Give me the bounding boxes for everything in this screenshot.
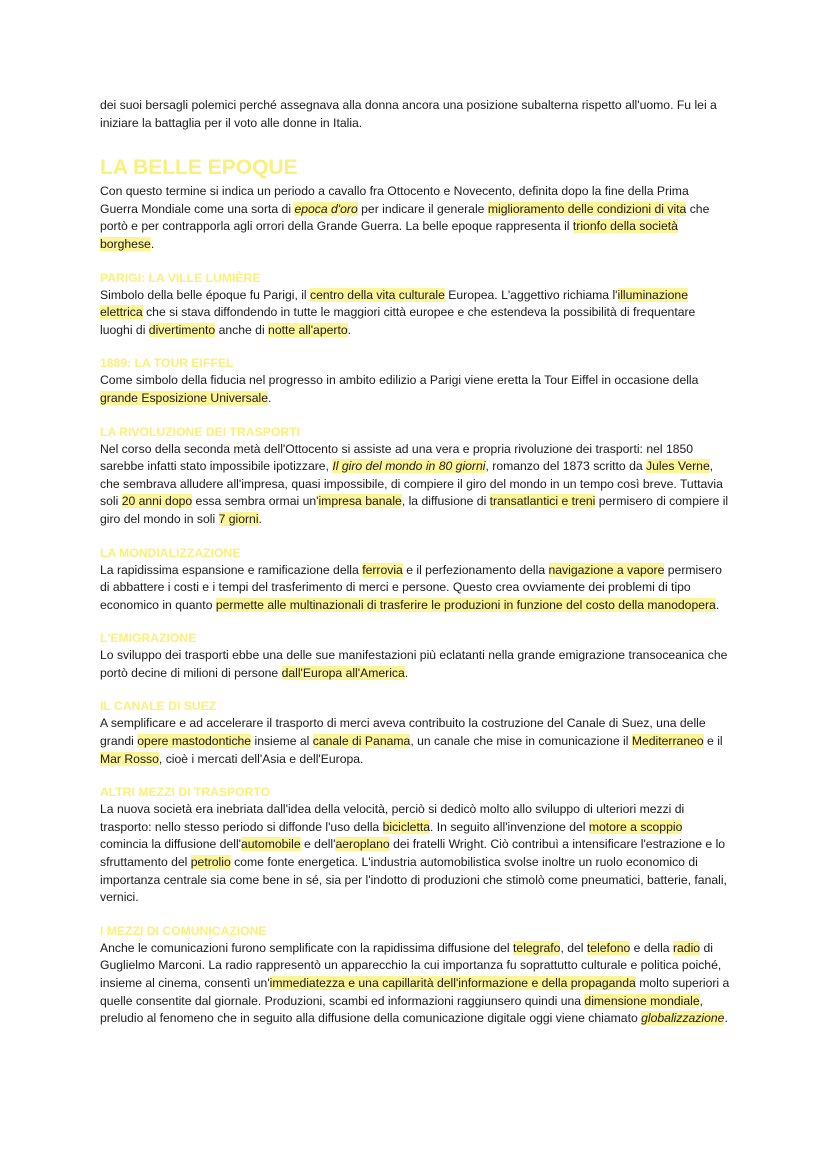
highlighted-text: radio xyxy=(672,940,701,955)
text-segment: e dell' xyxy=(300,837,336,852)
section-canale-suez xyxy=(100,698,730,768)
section-heading: LA RIVOLUZIONE DEI TRASPORTI xyxy=(100,424,300,439)
section-heading: I MEZZI DI COMUNICAZIONE xyxy=(100,923,267,938)
text-segment: e il perfezionamento della xyxy=(402,562,549,577)
section-heading: IL CANALE DI SUEZ xyxy=(100,699,217,714)
highlighted-text: Mediterraneo xyxy=(631,734,704,749)
text-segment: permisero di compiere il giro del mondo in soli xyxy=(100,494,729,526)
text-segment: . xyxy=(404,665,409,680)
text-segment: La nuova società era inebriata dall'idea della velocità, perciò si dedicò molto allo sviluppo di ulteriori mezzi di trasporto: nello stesso periodo si diffonde l'uso della xyxy=(100,802,685,834)
highlighted-text: epoca d'oro xyxy=(294,201,358,216)
section-heading: 1889: LA TOUR EIFFEL xyxy=(100,356,234,371)
section-paragraph xyxy=(100,715,730,768)
text-segment: . xyxy=(258,511,262,526)
section-mezzi-comunicazione xyxy=(100,923,730,1028)
highlighted-text: canale di Panama xyxy=(312,734,411,749)
highlighted-text: bicicletta xyxy=(382,819,431,834)
text-segment: , preludio al fenomeno che in seguito alla diffusione della comunicazione digitale oggi viene chiamato xyxy=(100,993,703,1026)
highlighted-text: divertimento xyxy=(148,322,216,337)
main-paragraph xyxy=(100,183,730,253)
section-paragraph xyxy=(100,647,730,682)
highlighted-text: notte all'aperto xyxy=(268,322,348,337)
section-heading: ALTRI MEZZI DI TRASPORTO xyxy=(100,785,271,800)
text-segment: . xyxy=(715,597,720,612)
text-segment: permisero di abbattere i costi e i tempi del trasferimento di merci e persone. Questo crea ovviamente dei problemi di tipo economico in quanto xyxy=(100,562,722,612)
text-segment: dei fratelli Wright. Ciò contribuì a intensificare l'estrazione e lo sfruttamento del xyxy=(100,837,726,870)
highlighted-text: dall'Europa all'America xyxy=(281,665,405,680)
section-parigi xyxy=(100,270,730,340)
section-altri-mezzi xyxy=(100,784,730,907)
text-segment: e della xyxy=(630,940,673,955)
text-segment: per indicare il generale xyxy=(357,201,488,216)
section-heading: PARIGI: LA VILLE LUMIÈRE xyxy=(100,270,261,285)
text-segment: Nel corso della seconda metà dell'Ottocento si assiste ad una vera e propria rivoluzione dei trasporti: nel 1850 sarebbe infatti stato impossibile ipotizzare, xyxy=(100,441,694,474)
section-mondializzazione xyxy=(100,545,730,615)
section-paragraph xyxy=(100,372,730,407)
text-segment: e il xyxy=(703,734,723,749)
text-segment: Come simbolo della fiducia nel progresso in ambito edilizio a Parigi viene eretta la Tour Eiffel in occasione della xyxy=(100,373,699,388)
section-tour-eiffel xyxy=(100,355,730,407)
main-title: LA BELLE EPOQUE xyxy=(100,156,298,180)
text-segment: anche di xyxy=(215,322,269,337)
text-segment: come fonte energetica. L'industria automobilistica svolse inoltre un ruolo economico di importanza centrale sia come bene in sé, sia per l'indotto di produzioni che stimolò come pneumatici, batterie, fanali, vernici. xyxy=(100,855,727,905)
text-segment: Simbolo della belle époque fu Parigi, il xyxy=(100,287,311,302)
section-paragraph xyxy=(100,441,730,529)
text-segment: . xyxy=(268,390,272,405)
highlighted-text: aeroplano xyxy=(335,837,390,852)
highlighted-text: illuminazione elettrica xyxy=(100,287,688,320)
section-emigrazione xyxy=(100,630,730,682)
highlighted-text: immediatezza e una capillarità dell'informazione e della propaganda xyxy=(269,976,636,990)
highlighted-text: Il giro del mondo in 80 giorni xyxy=(332,459,486,474)
highlighted-text: Jules Verne xyxy=(646,459,710,474)
section-heading: LA MONDIALIZZAZIONE xyxy=(100,545,241,560)
text-segment: Anche le comunicazioni furono semplificate con la rapidissima diffusione del xyxy=(100,940,514,955)
highlighted-text: permette alle multinazionali di trasferire le produzioni in funzione del costo della manodopera xyxy=(215,597,716,612)
text-segment: . In seguito all'invenzione del xyxy=(430,819,589,834)
section-paragraph xyxy=(100,562,730,615)
text-segment: dei suoi bersagli polemici perché assegnava alla donna ancora una posizione subalterna rispetto all'uomo. Fu lei a iniziare la battaglia per il voto alle donne in Italia. xyxy=(100,98,717,130)
highlighted-text: impresa banale xyxy=(318,494,402,509)
highlighted-text: transatlantici e treni xyxy=(489,494,596,509)
section-rivoluzione-trasporti xyxy=(100,424,730,529)
text-segment: Lo sviluppo dei trasporti ebbe una delle sue manifestazioni più eclatanti nella grande emigrazione transoceanica che portò decine di milioni di persone xyxy=(100,648,728,680)
text-segment: , un canale che mise in comunicazione il xyxy=(410,734,632,749)
text-segment: Con questo termine si indica un periodo a cavallo fra Ottocento e Novecento, definita dopo la fine della Prima Guerra Mondiale come una sorta di xyxy=(100,184,689,216)
text-segment: , la diffusione di xyxy=(401,494,490,509)
text-segment: , del xyxy=(560,940,587,955)
text-segment: essa sembra ormai un' xyxy=(192,494,319,509)
text-segment: Europea. L'aggettivo richiama l' xyxy=(444,287,618,302)
highlighted-text: globalizzazione xyxy=(641,1011,725,1026)
highlighted-text: opere mastodontiche xyxy=(137,734,252,749)
text-segment: che si stava diffondendo in tutte le maggiori città europee e che estendeva la possibilità di frequentare luoghi di xyxy=(100,305,696,337)
intro-paragraph xyxy=(100,97,730,132)
text-segment: molto superiori a quelle consentite dal giornale. Produzioni, scambi ed informazioni raggiunsero quindi una xyxy=(100,976,730,1008)
text-segment: che portò e per contrapporla agli orrori della Grande Guerra. La belle epoque rappresenta il xyxy=(100,201,710,234)
highlighted-text: ferrovia xyxy=(362,562,403,577)
text-segment: . xyxy=(724,1011,728,1026)
highlighted-text: petrolio xyxy=(190,855,231,870)
highlighted-text: telegrafo xyxy=(513,940,561,955)
text-segment: insieme al xyxy=(251,734,313,749)
section-heading: L'EMIGRAZIONE xyxy=(100,631,197,646)
highlighted-text: navigazione a vapore xyxy=(548,562,665,577)
text-segment: , romanzo del 1873 scritto da xyxy=(485,459,647,474)
text-segment: . xyxy=(347,322,352,337)
highlighted-text: automobile xyxy=(240,837,301,852)
section-paragraph xyxy=(100,940,730,1028)
section-paragraph xyxy=(100,801,730,907)
highlighted-text: trionfo della società borghese xyxy=(100,219,678,251)
text-segment: comincia la diffusione dell' xyxy=(100,837,241,852)
text-segment: , cioè i mercati dell'Asia e dell'Europa. xyxy=(158,751,364,766)
section-paragraph xyxy=(100,287,730,340)
text-segment: di Guglielmo Marconi. La radio rappresentò un apparecchio la cui importanza fu soprattutto culturale e politica poiché, insieme al cinema, consentì un' xyxy=(100,940,722,990)
highlighted-text: motore a scoppio xyxy=(588,819,683,834)
highlighted-text: telefono xyxy=(586,940,631,955)
highlighted-text: centro della vita culturale xyxy=(310,287,445,302)
text-segment: La rapidissima espansione e ramificazione della xyxy=(100,562,363,577)
highlighted-text: miglioramento delle condizioni di vita xyxy=(487,201,687,216)
highlighted-text: 7 giorni xyxy=(218,511,259,526)
highlighted-text: grande Esposizione Universale xyxy=(100,390,269,405)
text-segment: A semplificare e ad accelerare il trasporto di merci aveva contribuito la costruzione del Canale di Suez, una delle grandi xyxy=(100,716,706,749)
highlighted-text: dimensione mondiale xyxy=(584,993,700,1008)
text-segment: . xyxy=(150,236,155,251)
text-segment: , che sembrava alludere all'impresa, quasi impossibile, di compiere il giro del mondo in un tempo così breve. Tuttavia soli xyxy=(100,459,723,509)
highlighted-text: 20 anni dopo xyxy=(121,494,193,509)
highlighted-text: Mar Rosso xyxy=(100,751,159,766)
